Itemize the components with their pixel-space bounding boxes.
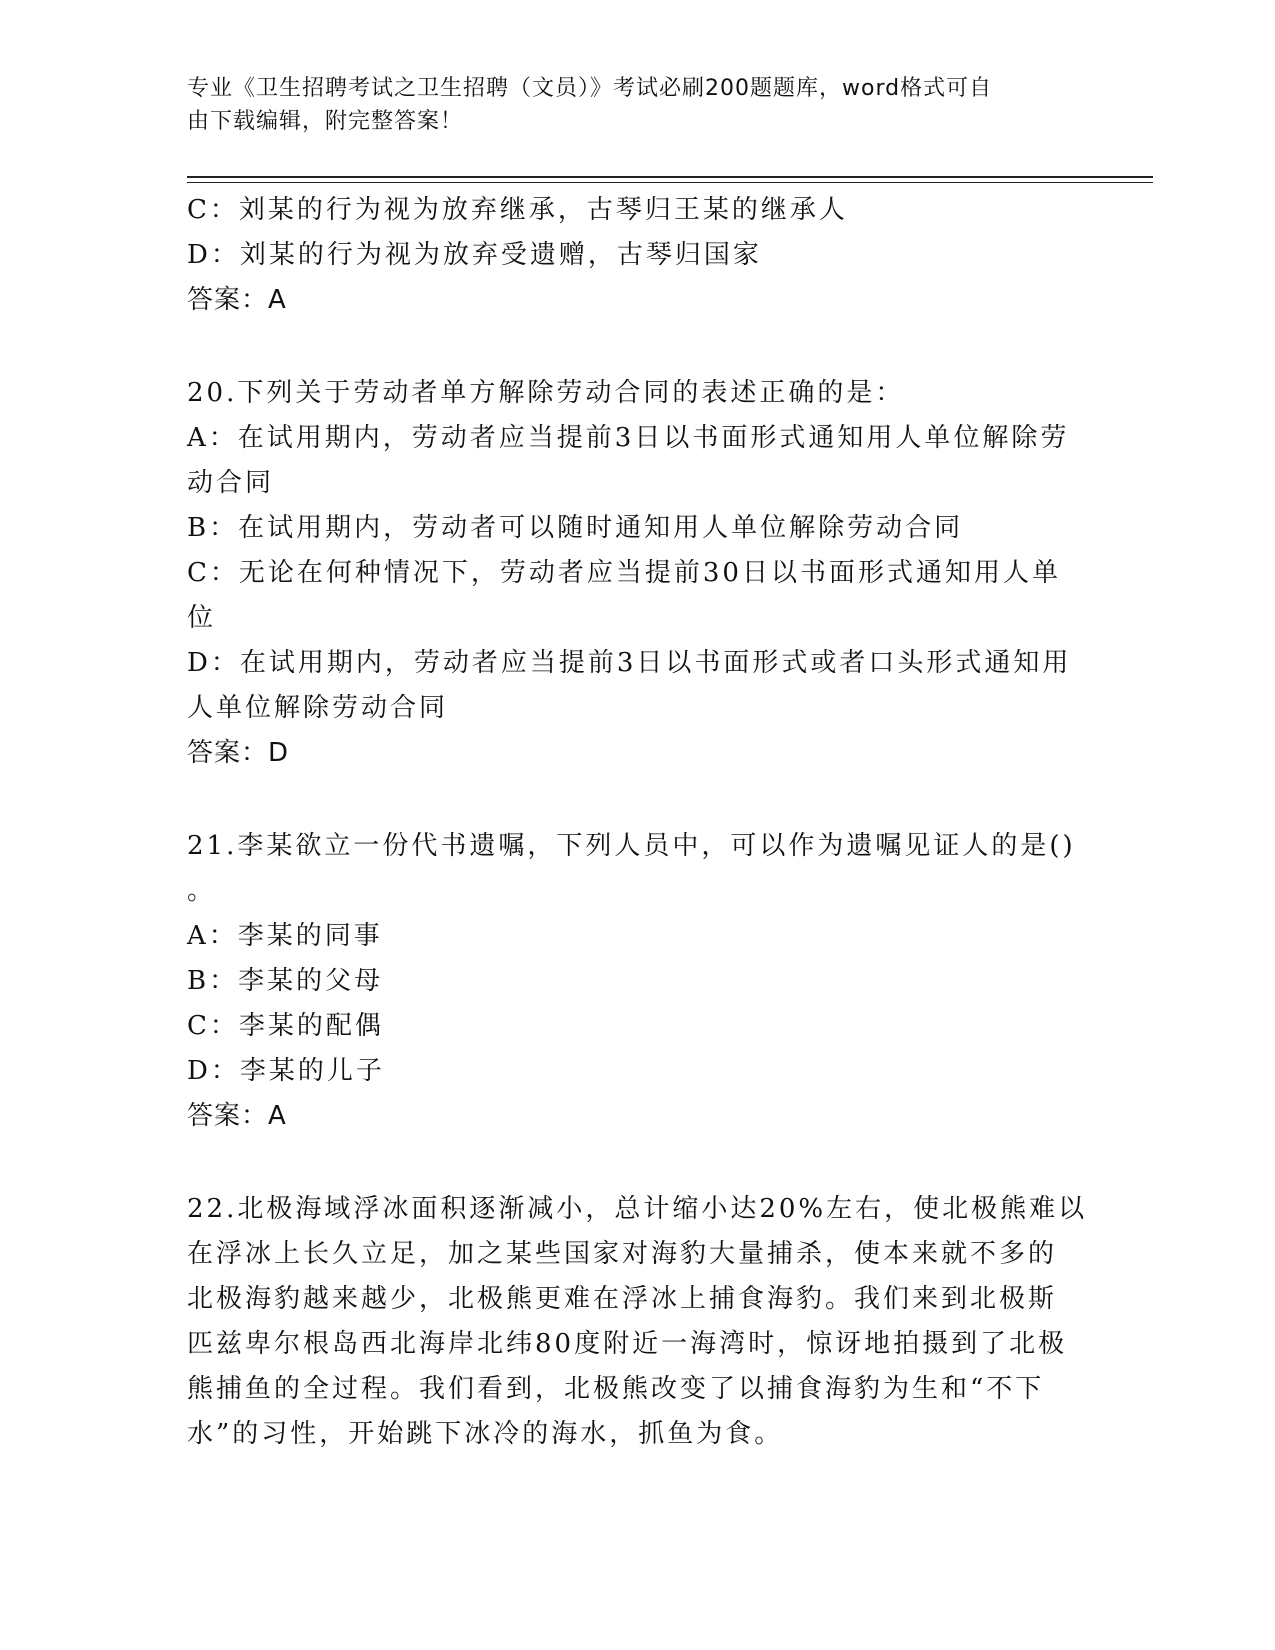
spacer <box>187 1139 1077 1187</box>
question-stem-line-1: 21.李某欲立一份代书遗嘱，下列人员中，可以作为遗嘱见证人的是() <box>187 831 1076 861</box>
passage-line: 水”的习性，开始跳下冰冷的海水，抓鱼为食。 <box>187 1419 784 1449</box>
passage-line: 在浮冰上长久立足，加之某些国家对海豹大量捕杀，使本来就不多的 <box>187 1239 1058 1269</box>
option-d: D：刘某的行为视为放弃受遗赠，古琴归国家 <box>187 240 762 270</box>
option-d-line-2: 人单位解除劳动合同 <box>187 693 449 723</box>
question-stem-line-2: 。 <box>187 876 217 906</box>
header-line-1: 专业《卫生招聘考试之卫生招聘（文员）》考试必刷200题题库，word格式可自 <box>187 76 993 101</box>
header-divider-thick <box>187 176 1153 178</box>
header-divider-thin <box>187 182 1153 183</box>
document-header <box>187 72 1067 138</box>
question-22 <box>187 1187 1088 1457</box>
passage-line: 北极海豹越来越少，北极熊更难在浮冰上捕食海豹。我们来到北极斯 <box>187 1284 1058 1314</box>
option-a-line-1: A：在试用期内，劳动者应当提前3日以书面形式通知用人单位解除劳 <box>187 423 1070 453</box>
question-20 <box>187 371 1077 776</box>
question-21 <box>187 824 1077 1139</box>
header-line-2: 由下载编辑，附完整答案！ <box>187 109 464 134</box>
passage-line: 匹兹卑尔根岛西北海岸北纬80度附近一海湾时，惊讶地拍摄到了北极 <box>187 1329 1068 1359</box>
option-a: A：李某的同事 <box>187 921 383 951</box>
spacer <box>187 776 1077 824</box>
option-c: C：刘某的行为视为放弃继承，古琴归王某的继承人 <box>187 195 848 225</box>
option-c: C：李某的配偶 <box>187 1011 384 1041</box>
option-b: B：在试用期内，劳动者可以随时通知用人单位解除劳动合同 <box>187 513 964 543</box>
answer: 答案：D <box>187 738 290 768</box>
spacer <box>187 323 1077 371</box>
answer: 答案：A <box>187 285 287 315</box>
question-stem: 20.下列关于劳动者单方解除劳动合同的表述正确的是： <box>187 378 905 408</box>
option-c-line-2: 位 <box>187 603 217 633</box>
option-d-line-1: D：在试用期内，劳动者应当提前3日以书面形式或者口头形式通知用 <box>187 648 1072 678</box>
option-c-line-1: C：无论在何种情况下，劳动者应当提前30日以书面形式通知用人单 <box>187 558 1061 588</box>
option-b: B：李某的父母 <box>187 966 384 996</box>
document-body <box>187 188 1088 1457</box>
passage-line: 22.北极海域浮冰面积逐渐减小，总计缩小达20%左右，使北极熊难以 <box>187 1194 1088 1224</box>
option-a-line-2: 动合同 <box>187 468 275 498</box>
answer: 答案：A <box>187 1101 287 1131</box>
passage-line: 熊捕鱼的全过程。我们看到，北极熊改变了以捕食海豹为生和“不下 <box>187 1374 1045 1404</box>
option-d: D：李某的儿子 <box>187 1056 385 1086</box>
question-19-tail <box>187 188 1077 323</box>
